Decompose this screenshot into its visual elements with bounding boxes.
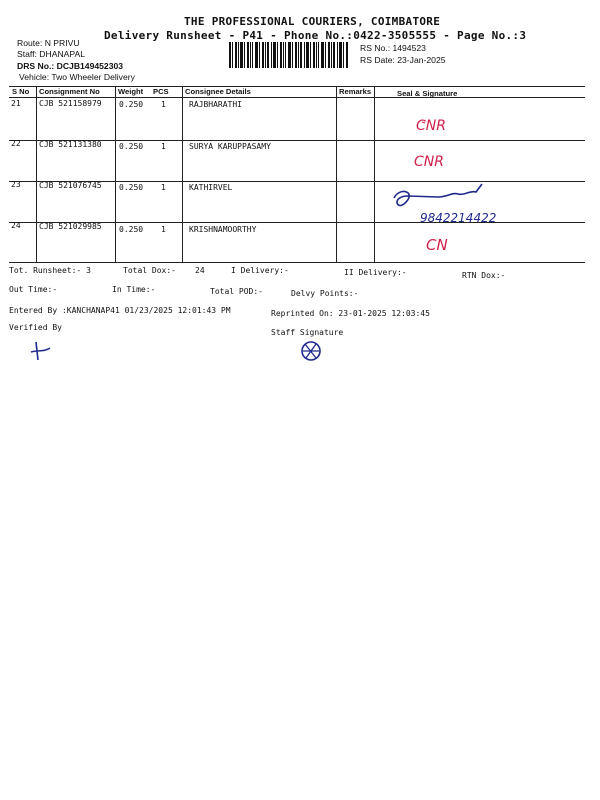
col-header-consignment: Consignment No <box>39 87 100 96</box>
signature-text: CNR <box>414 154 444 170</box>
verified-by-label: Verified By <box>9 323 62 332</box>
row-consignee: RAJBHARATHI <box>189 100 242 109</box>
row-sno: 21 <box>11 99 21 108</box>
row-consignment: CJB 521131380 <box>39 140 102 149</box>
vehicle-label: Vehicle: Two Wheeler Delivery <box>19 72 135 82</box>
row-weight: 0.250 <box>119 142 144 151</box>
barcode <box>229 42 349 68</box>
row-consignee: KRISHNAMOORTHY <box>189 225 257 234</box>
route-label: Route: N PRIVU <box>17 38 80 48</box>
col-divider <box>182 86 183 262</box>
total-dox-label: Total Dox:- <box>123 266 176 275</box>
rtn-dox: RTN Dox:- <box>462 271 506 280</box>
staff-signature-scribble <box>298 338 324 364</box>
col-header-signature: Seal & Signature <box>397 89 458 98</box>
delvy-points: Delvy Points:- <box>291 289 359 298</box>
row-sno: 22 <box>11 139 21 148</box>
row-weight: 0.250 <box>119 100 144 109</box>
col-header-consignee: Consignee Details <box>185 87 251 96</box>
col-divider <box>374 86 375 262</box>
row-sno: 24 <box>11 221 21 230</box>
staff-label: Staff: DHANAPAL <box>17 49 85 59</box>
row-pcs: 1 <box>161 225 166 234</box>
table-header-border <box>9 97 585 98</box>
total-dox-value: 24 <box>195 266 205 275</box>
verified-signature-scribble <box>28 340 58 362</box>
drs-number: DRS No.: DCJB149452303 <box>17 61 124 71</box>
total-pod: Total POD:- <box>210 287 263 296</box>
row-consignment: CJB 521029985 <box>39 222 102 231</box>
col-header-weight: Weight <box>118 87 144 96</box>
handwritten-signatures <box>378 100 578 260</box>
row-consignment: CJB 521158979 <box>39 99 102 108</box>
rs-date: RS Date: 23-Jan-2025 <box>360 55 446 65</box>
signature-text: CN <box>426 236 448 254</box>
row-pcs: 1 <box>161 183 166 192</box>
col-header-sno: S No <box>12 87 30 96</box>
tot-runsheet: Tot. Runsheet:- 3 <box>9 266 91 275</box>
i-delivery: I Delivery:- <box>231 266 289 275</box>
row-weight: 0.250 <box>119 183 144 192</box>
row-consignment: CJB 521076745 <box>39 181 102 190</box>
row-pcs: 1 <box>161 142 166 151</box>
row-weight: 0.250 <box>119 225 144 234</box>
col-divider <box>36 86 37 262</box>
signature-phone: 9842214422 <box>420 211 497 225</box>
row-sno: 23 <box>11 180 21 189</box>
staff-signature-label: Staff Signature <box>271 328 344 337</box>
runsheet-title: Delivery Runsheet - P41 - Phone No.:0422-3505555 - Page No.:3 <box>104 29 527 42</box>
rs-number: RS No.: 1494523 <box>360 43 426 53</box>
row-consignee: SURYA KARUPPASAMY <box>189 142 271 151</box>
col-header-pcs: PCS <box>153 87 169 96</box>
entered-by: Entered By :KANCHANAP41 01/23/2025 12:01:43 PM <box>9 306 231 315</box>
row-pcs: 1 <box>161 100 166 109</box>
col-divider <box>115 86 116 262</box>
col-header-remarks: Remarks <box>339 87 372 96</box>
row-consignee: KATHIRVEL <box>189 183 233 192</box>
company-title: THE PROFESSIONAL COURIERS, COIMBATORE <box>184 15 441 28</box>
ii-delivery: II Delivery:- <box>344 268 407 277</box>
in-time: In Time:- <box>112 285 156 294</box>
table-bottom-border <box>9 262 585 263</box>
col-divider <box>336 86 337 262</box>
reprinted-on: Reprinted On: 23-01-2025 12:03:45 <box>271 309 430 318</box>
out-time: Out Time:- <box>9 285 58 294</box>
signature-text: CNR <box>416 118 446 134</box>
